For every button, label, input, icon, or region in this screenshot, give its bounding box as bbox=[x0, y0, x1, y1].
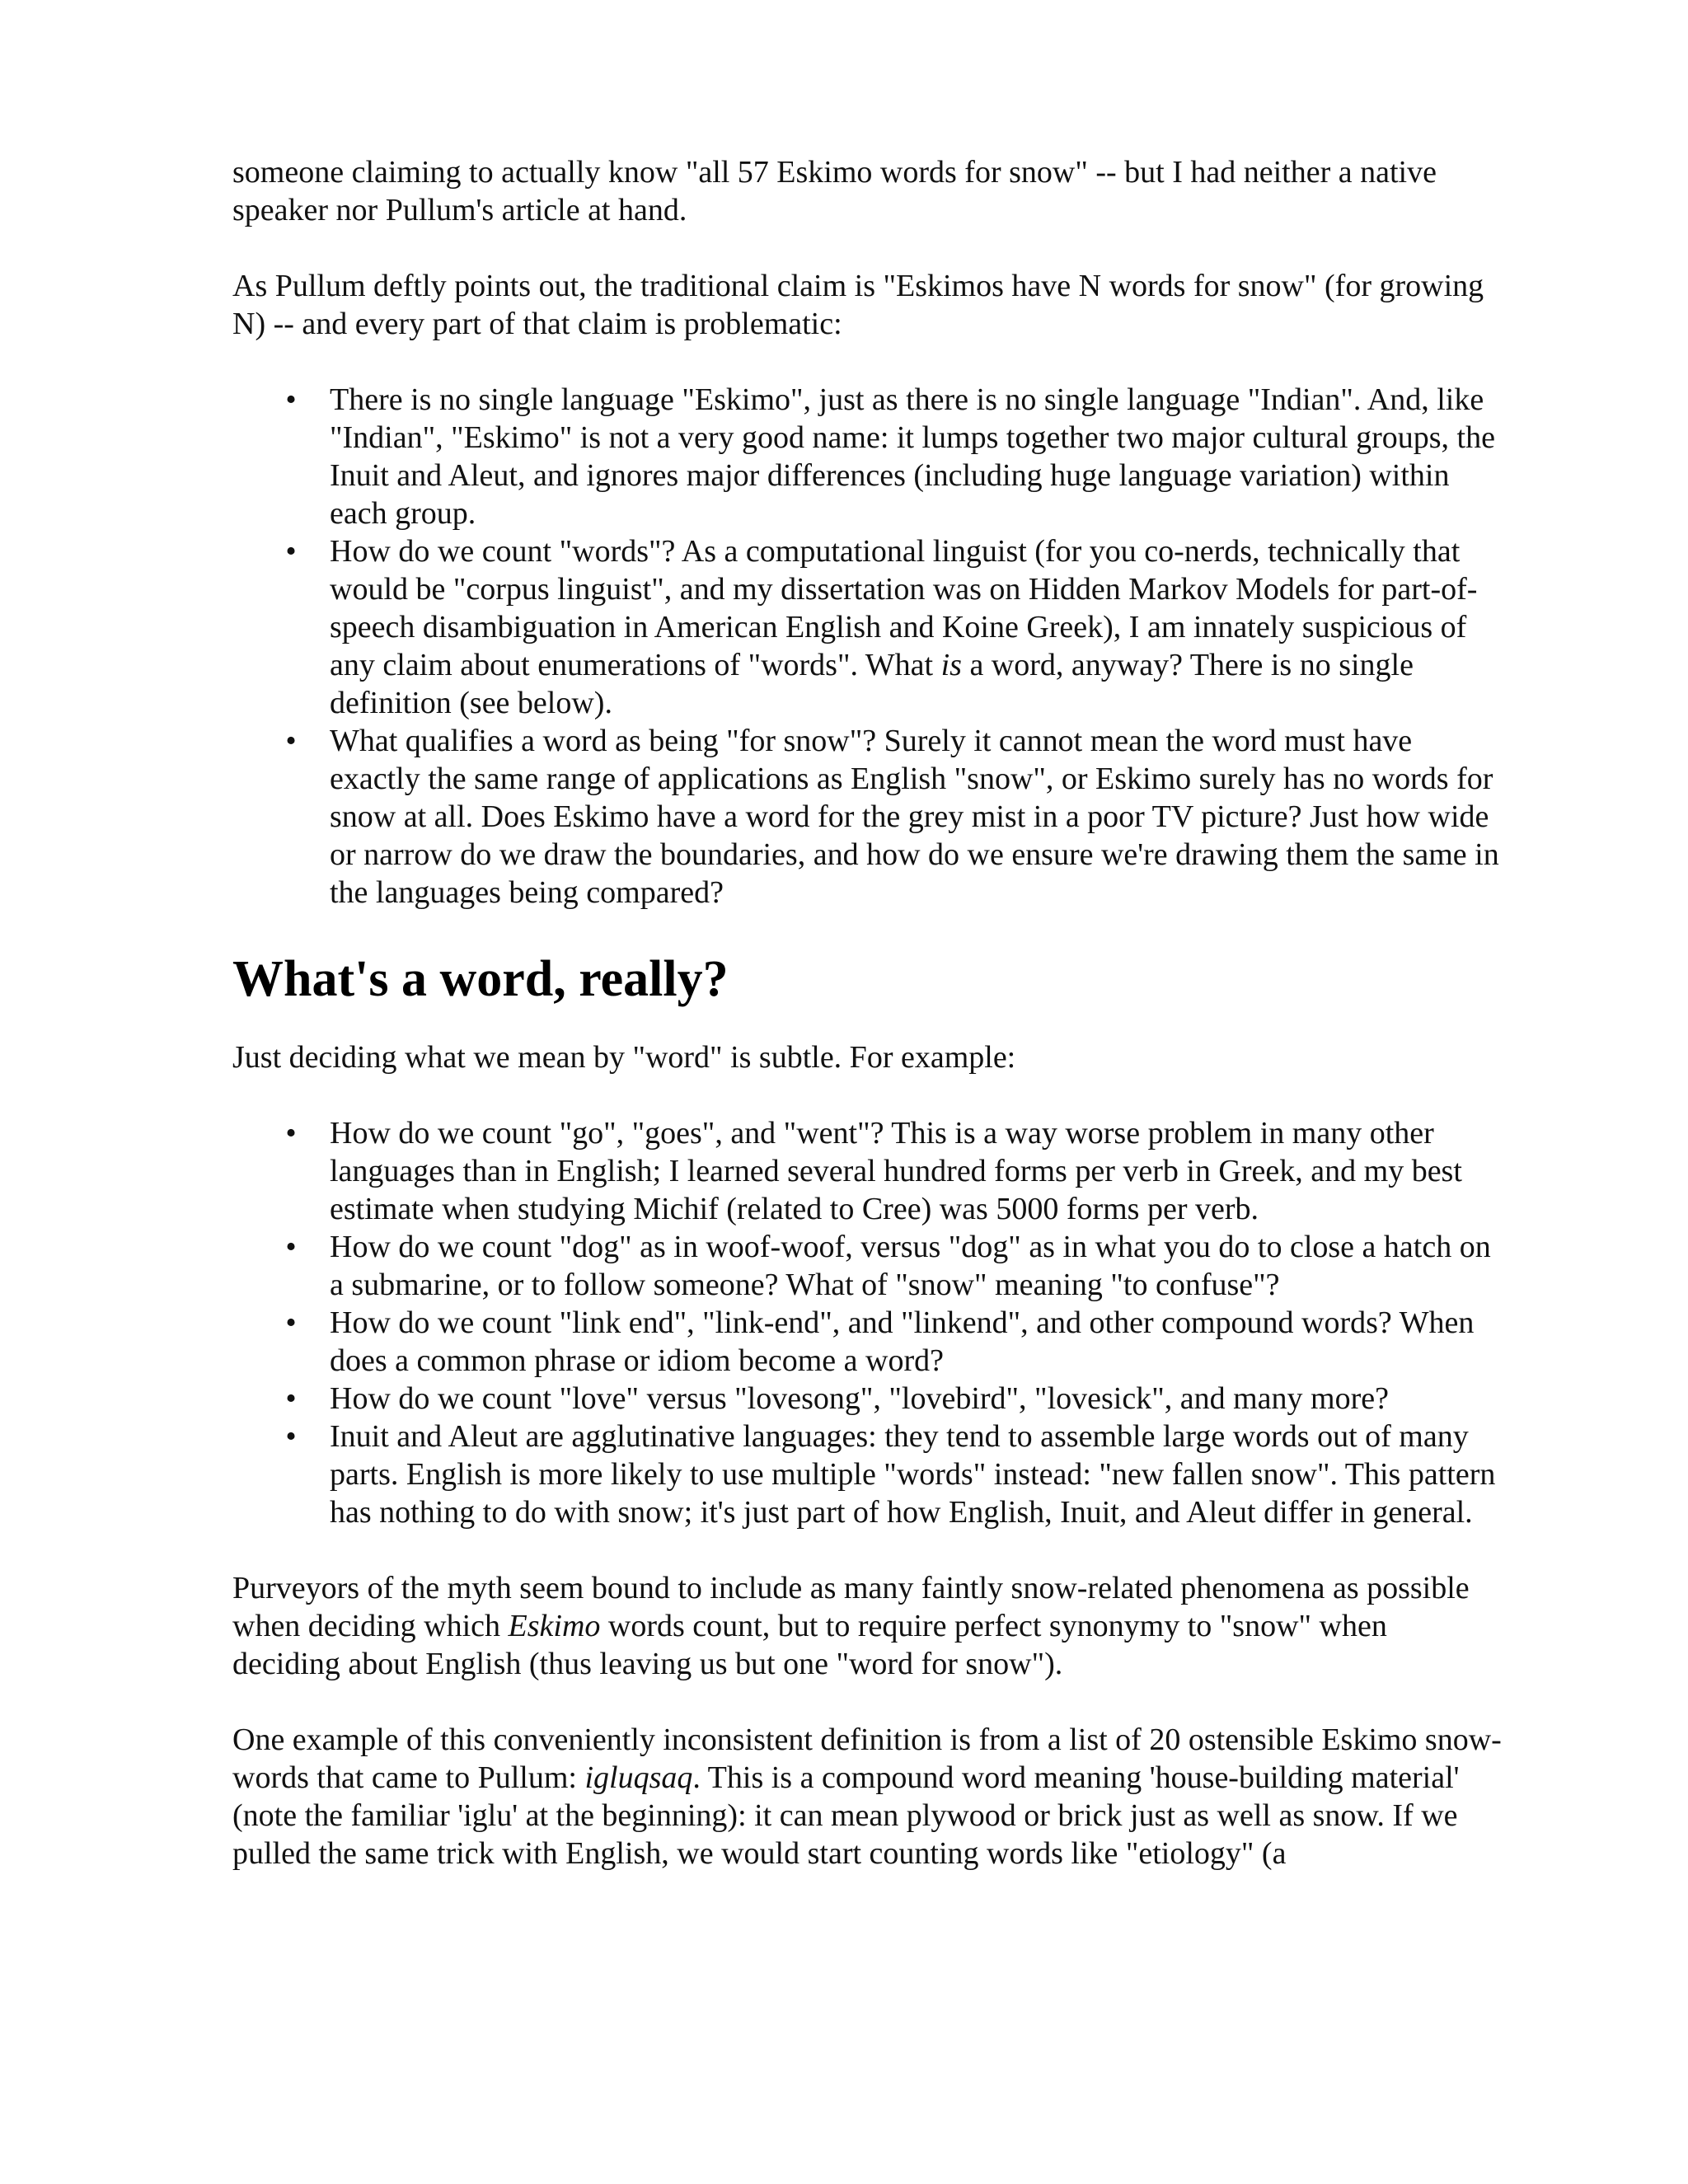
list-item-text: How do we count "love" versus "lovesong", "lovebird", "lovesick", and many more? bbox=[330, 1381, 1389, 1416]
list-item bbox=[285, 722, 1502, 912]
section-heading: What's a word, really? bbox=[232, 951, 729, 1007]
document-page bbox=[232, 153, 1502, 1910]
bullet-icon: • bbox=[285, 382, 297, 417]
bullet-icon: • bbox=[285, 1381, 297, 1416]
list-item bbox=[285, 1380, 1502, 1418]
list-item bbox=[285, 1418, 1502, 1531]
list-item-text: What qualifies a word as being "for snow"? Surely it cannot mean the word must have exactly the same range of applications as English "snow", or Eskimo surely has no words for snow at all. Does Eskimo have a word for the grey mist in a poor TV picture? Just how wide or narrow do we draw the boundaries, and how do we ensure we're drawing them the same in the languages being compared? bbox=[330, 724, 1499, 910]
emphasis-text: Eskimo bbox=[508, 1609, 601, 1643]
list-item-text: How do we count "link end", "link-end", and "linkend", and other compound words? When does a common phrase or idiom become a word? bbox=[330, 1305, 1475, 1378]
closing-paragraph-1 bbox=[232, 1569, 1502, 1683]
paragraph-text-start: One example of this conveniently inconsistent definition is from a list of 20 ostensible Eskimo snow-words that came to Pullum: bbox=[232, 1722, 1502, 1795]
emphasis-text: igluqsaq bbox=[584, 1760, 693, 1795]
list-item-text-end: a word, anyway? There is no single definition (see below). bbox=[330, 648, 1414, 720]
bullet-icon: • bbox=[285, 1116, 297, 1151]
list-item-text: How do we count "go", "goes", and "went"? This is a way worse problem in many other languages than in English; I learned several hundred forms per verb in Greek, and my best estimate when studying Michif (related to Cree) was 5000 forms per verb. bbox=[330, 1116, 1462, 1226]
bullet-icon: • bbox=[285, 1230, 297, 1264]
bullet-icon: • bbox=[285, 1305, 297, 1340]
list-item bbox=[285, 1304, 1502, 1380]
list-item-text-start: How do we count "words"? As a computational linguist (for you co-nerds, technically that would be "corpus linguist", and my dissertation was on Hidden Markov Models for part-of-speech disambiguation in American English and Koine Greek), I am innately suspicious of any claim about enumerations of "words". What bbox=[330, 534, 1478, 682]
list-item bbox=[285, 532, 1502, 722]
paragraph-text-end: words count, but to require perfect synonymy to "snow" when deciding about English (thus leaving us but one "word for snow"). bbox=[232, 1609, 1387, 1681]
paragraph-text-start: Purveyors of the myth seem bound to include as many faintly snow-related phenomena as possible when deciding which bbox=[232, 1571, 1470, 1643]
list-item-text: Inuit and Aleut are agglutinative languages: they tend to assemble large words out of many parts. English is more likely to use multiple "words" instead: "new fallen snow". This pattern has nothing to do with snow; it's just part of how English, Inuit, and Aleut differ in general. bbox=[330, 1419, 1496, 1530]
intro-paragraph-1: someone claiming to actually know "all 57 Eskimo words for snow" -- but I had neither a native speaker nor Pullum's article at hand. bbox=[232, 155, 1437, 227]
bullet-icon: • bbox=[285, 724, 297, 758]
bullet-icon: • bbox=[285, 1419, 297, 1454]
section-lead-paragraph: Just deciding what we mean by "word" is subtle. For example: bbox=[232, 1040, 1016, 1075]
claim-problems-list bbox=[232, 381, 1502, 912]
intro-paragraph-2: As Pullum deftly points out, the traditional claim is "Eskimos have N words for snow" (for growing N) -- and every part of that claim is problematic: bbox=[232, 269, 1484, 341]
closing-paragraph-2 bbox=[232, 1721, 1502, 1872]
list-item bbox=[285, 1114, 1502, 1228]
emphasis-text: is bbox=[940, 648, 962, 682]
list-item bbox=[285, 381, 1502, 532]
list-item bbox=[285, 1228, 1502, 1304]
paragraph-text-end: . This is a compound word meaning 'house-building material' (note the familiar 'iglu' at the beginning): it can mean plywood or brick just as well as snow. If we pulled the same trick with English, we would start counting words like "etiology" (a bbox=[232, 1760, 1460, 1871]
bullet-icon: • bbox=[285, 534, 297, 569]
list-item-text: How do we count "dog" as in woof-woof, versus "dog" as in what you do to close a hatch on a submarine, or to follow someone? What of "snow" meaning "to confuse"? bbox=[330, 1230, 1491, 1302]
list-item-text: There is no single language "Eskimo", just as there is no single language "Indian". And, like "Indian", "Eskimo" is not a very good name: it lumps together two major cultural groups, the Inuit and Aleut, and ignores major differences (including huge language variation) within each group. bbox=[330, 382, 1495, 531]
word-definition-list bbox=[232, 1114, 1502, 1531]
